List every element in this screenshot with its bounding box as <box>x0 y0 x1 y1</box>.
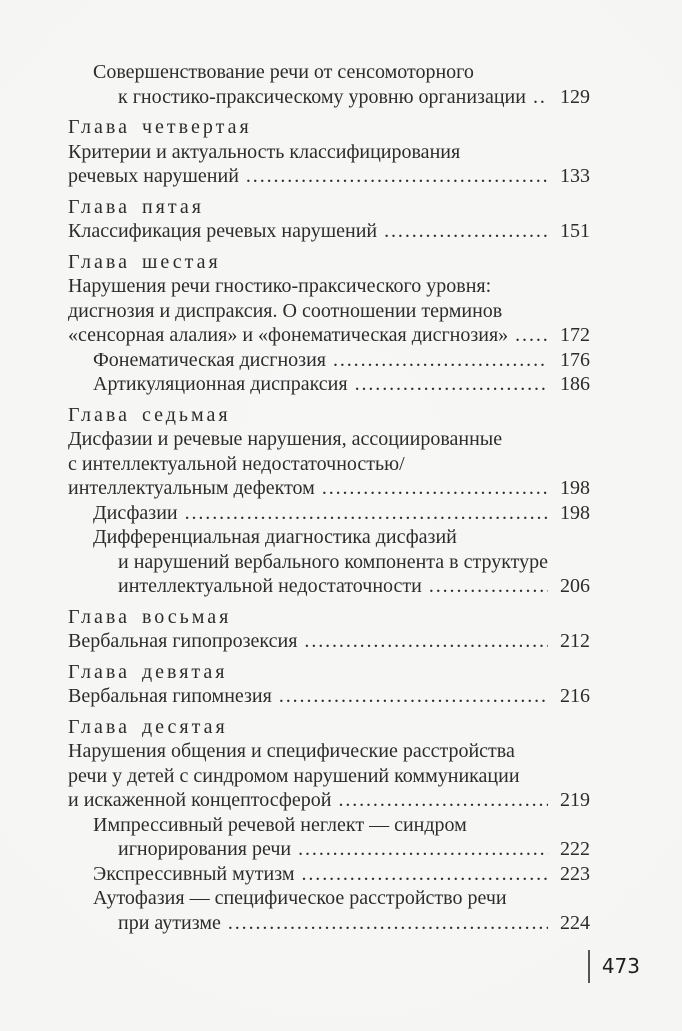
toc-line <box>68 788 590 813</box>
toc-page-number: 198 <box>560 477 590 499</box>
toc-line-text: Глава девятая <box>68 660 228 683</box>
toc-line-text: и нарушений вербального компонента в структуре <box>118 550 549 573</box>
toc-line <box>68 140 590 165</box>
dot-leader <box>185 501 548 526</box>
toc-line-text: Вербальная гипопрозексия <box>68 630 298 652</box>
dot-leader <box>279 684 548 709</box>
toc-line-text: интеллектуальной недостаточности <box>118 575 422 597</box>
toc-line-text: Нарушения общения и специфические расстройства <box>68 740 515 762</box>
toc-page-number: 219 <box>560 789 590 811</box>
toc-line <box>68 837 590 862</box>
toc-line <box>68 739 590 764</box>
toc-line <box>68 684 590 709</box>
dot-leader <box>384 219 548 244</box>
toc-line <box>68 574 590 599</box>
toc-chapter-heading <box>68 250 590 275</box>
toc-line <box>68 219 590 244</box>
toc-page-number: 129 <box>560 85 590 108</box>
toc-page-number: 224 <box>560 911 590 934</box>
toc-page-number: 223 <box>560 862 590 885</box>
toc-page-number: 206 <box>560 575 590 597</box>
toc-line-text: речи у детей с синдромом нарушений коммуникации <box>68 764 520 787</box>
toc-line-text: Дисфазии и речевые нарушения, ассоциированные <box>68 428 503 450</box>
toc-line-text: Вербальная гипомнезия <box>68 685 272 707</box>
toc-line-text: Классификация речевых нарушений <box>68 220 378 242</box>
toc-line <box>68 501 590 526</box>
toc-chapter-heading <box>68 195 590 220</box>
toc-line-text: Импрессивный речевой неглект — синдром <box>93 813 467 836</box>
toc-line <box>68 862 590 887</box>
toc-line <box>68 550 590 575</box>
toc-line-text: Дифференциальная диагностика дисфазий <box>93 526 457 548</box>
toc-line-text: Фонематическая дисгнозия <box>93 348 326 371</box>
dot-leader <box>304 629 548 654</box>
toc-line-text: к гностико-праксическому уровню организации <box>118 85 526 108</box>
toc-page-number: 186 <box>560 373 590 395</box>
toc-line-text: Глава пятая <box>68 195 204 218</box>
toc-line-text: и искаженной концептосферой <box>68 789 332 811</box>
toc-line-text: Глава шестая <box>68 250 221 273</box>
toc-line <box>68 60 590 85</box>
toc-page-number: 216 <box>560 685 590 707</box>
toc-line-text: «сенсорная алалия» и «фонематическая дисгнозия» <box>68 324 509 346</box>
toc-line <box>68 164 590 189</box>
toc-line-text: Артикуляционная диспраксия <box>93 373 348 395</box>
toc-line <box>68 452 590 477</box>
toc-chapter-heading <box>68 660 590 685</box>
toc-page-number: 151 <box>560 220 590 242</box>
dot-leader <box>302 862 549 887</box>
toc-line-text: Критерии и актуальность классифицирования <box>68 140 461 163</box>
toc-chapter-heading <box>68 715 590 740</box>
toc-page-number: 172 <box>560 324 590 346</box>
toc-line <box>68 525 590 550</box>
toc-line-text: игнорирования речи <box>118 838 292 860</box>
toc-line-text: при аутизме <box>118 911 221 934</box>
toc-line-text: Глава четвертая <box>68 116 252 138</box>
dot-leader <box>533 85 548 110</box>
dot-leader <box>333 348 548 373</box>
toc-line-text: дисгнозия и диспраксия. О соотношении терминов <box>68 299 503 322</box>
toc-line <box>68 476 590 501</box>
toc-line <box>68 427 590 452</box>
toc-line-text: Аутофазия — специфическое расстройство речи <box>93 887 507 909</box>
toc-page-number: 198 <box>560 501 590 524</box>
toc-line <box>68 323 590 348</box>
toc-line <box>68 274 590 299</box>
toc-line-text: Экспрессивный мутизм <box>93 862 295 885</box>
toc-line-text: речевых нарушений <box>68 165 239 187</box>
footer-divider <box>588 950 590 983</box>
toc-page-number: 133 <box>560 165 590 187</box>
toc-page-number: 222 <box>560 838 590 860</box>
toc-line-text: Дисфазии <box>93 501 178 524</box>
dot-leader <box>338 788 548 813</box>
toc-chapter-heading <box>68 403 590 428</box>
toc-line <box>68 299 590 324</box>
toc-line-text: с интеллектуальной недостаточностью/ <box>68 452 405 475</box>
toc-line <box>68 85 590 110</box>
toc-line-text: Совершенствование речи от сенсомоторного <box>93 61 474 83</box>
dot-leader <box>515 323 548 348</box>
toc-line <box>68 911 590 936</box>
page-number: 473 <box>601 954 640 978</box>
toc-page-number: 176 <box>560 348 590 371</box>
toc-line <box>68 813 590 838</box>
toc-line-text: Глава седьмая <box>68 403 231 426</box>
toc-line <box>68 348 590 373</box>
dot-leader <box>246 164 548 189</box>
toc-line <box>68 886 590 911</box>
toc-line-text: интеллектуальным дефектом <box>68 477 315 499</box>
dot-leader <box>298 837 548 862</box>
dot-leader <box>322 476 548 501</box>
dot-leader <box>355 372 548 397</box>
toc-chapter-heading <box>68 605 590 630</box>
page-footer <box>588 948 640 984</box>
toc-line-text: Нарушения речи гностико-праксического уровня: <box>68 275 492 297</box>
toc-page-number: 212 <box>560 630 590 652</box>
toc-line <box>68 629 590 654</box>
dot-leader <box>429 574 548 599</box>
dot-leader <box>228 911 548 936</box>
toc-line-text: Глава десятая <box>68 715 228 738</box>
table-of-contents <box>68 60 590 935</box>
toc-chapter-heading <box>68 115 590 140</box>
toc-line <box>68 764 590 789</box>
toc-line-text: Глава восьмая <box>68 605 232 628</box>
toc-line <box>68 372 590 397</box>
